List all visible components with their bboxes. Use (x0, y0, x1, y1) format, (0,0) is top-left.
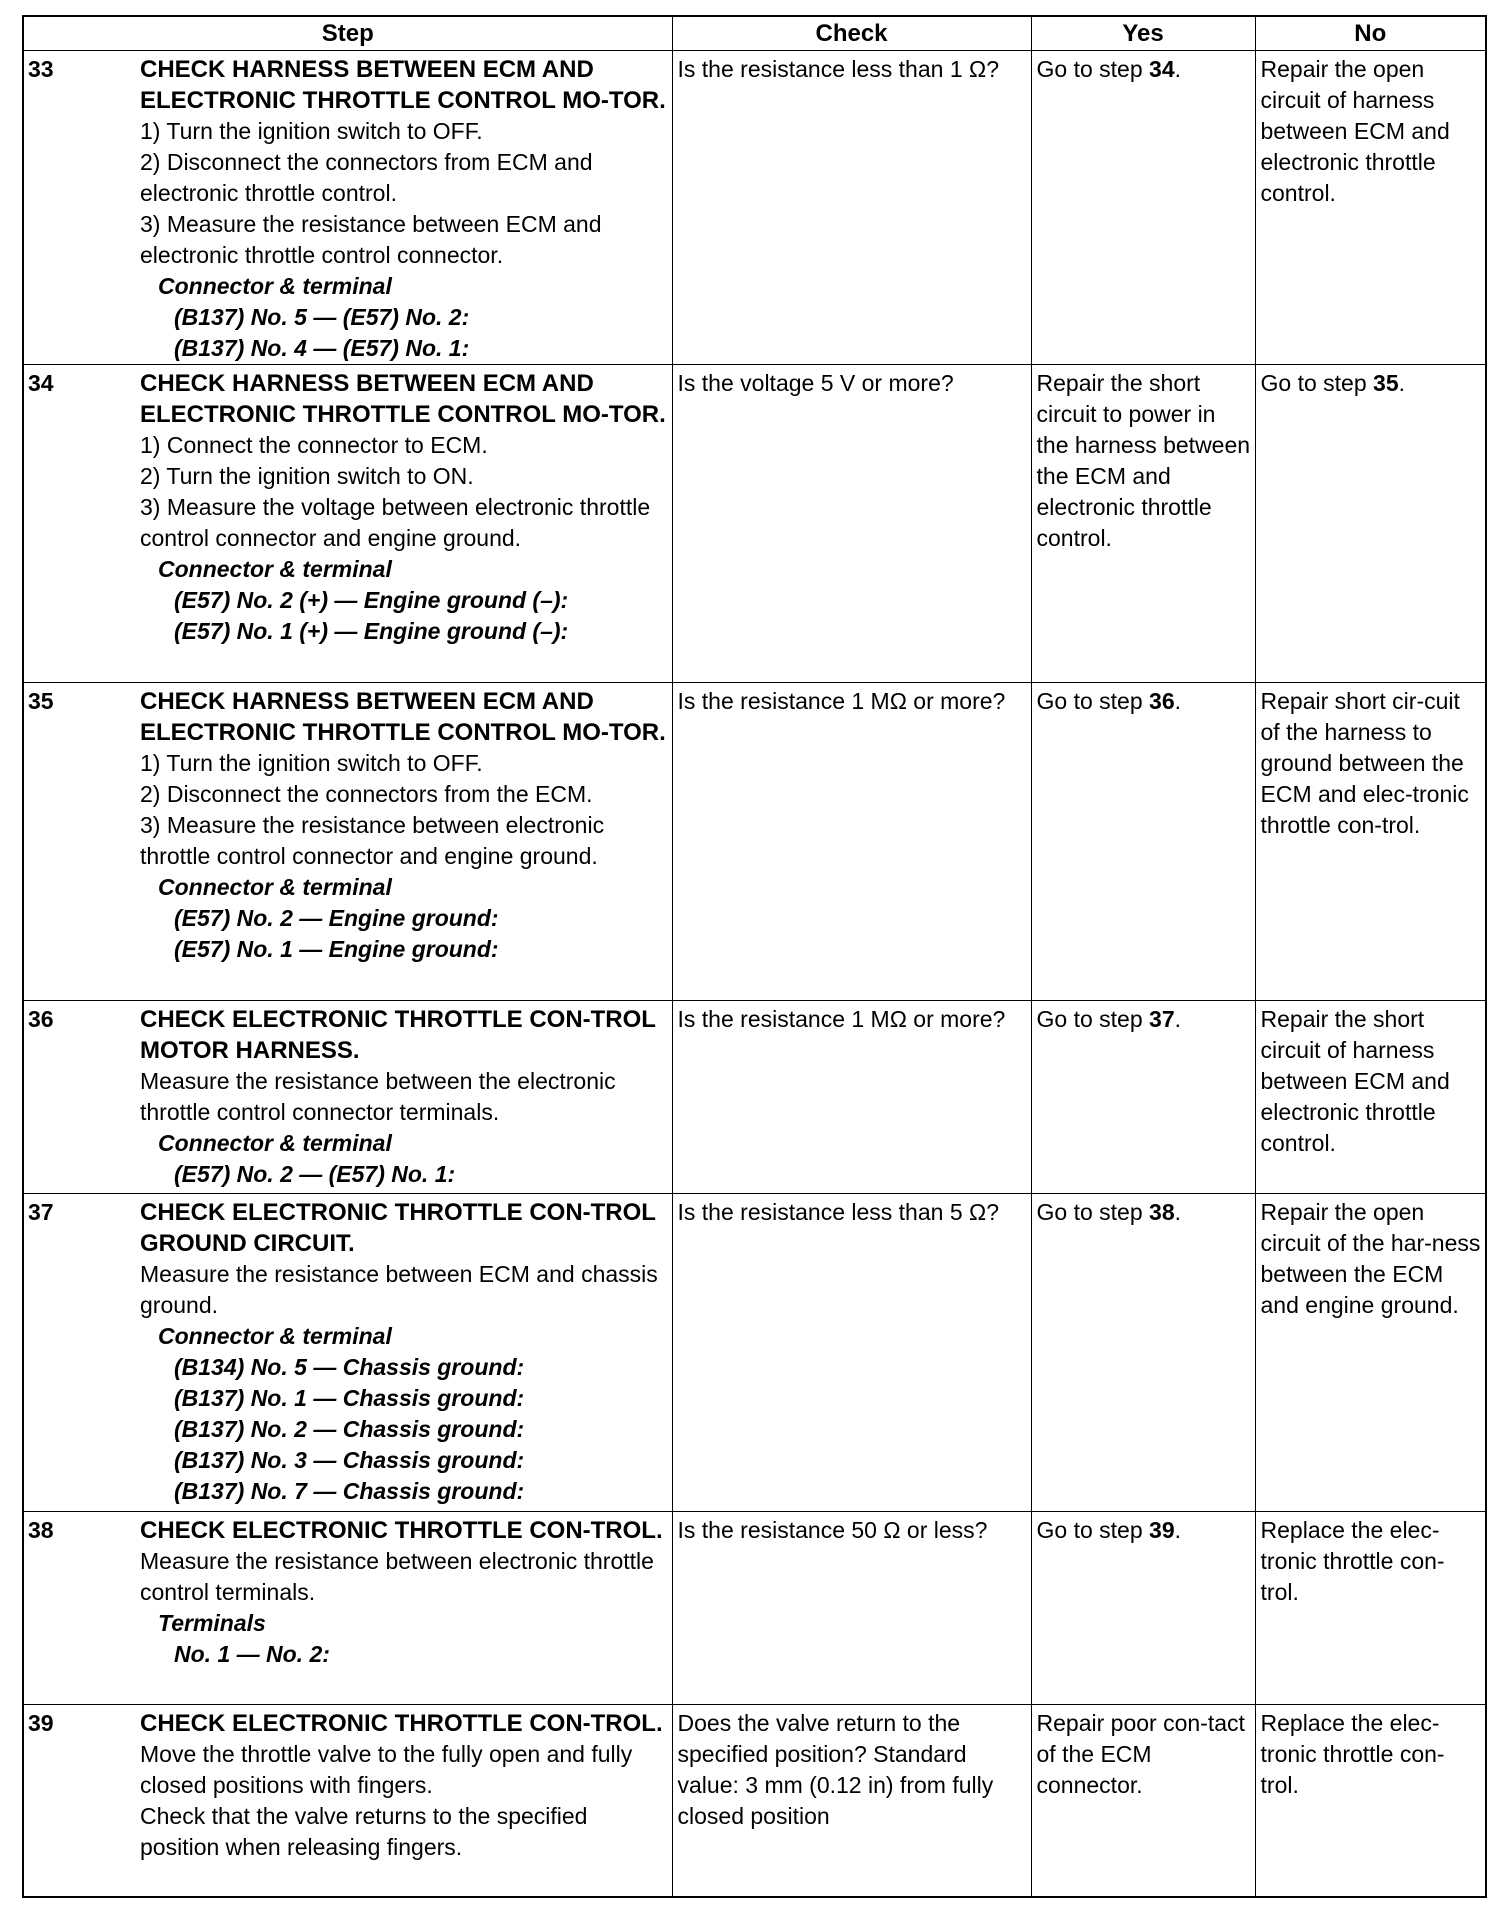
yes-end: . (1174, 1517, 1182, 1543)
diagnostic-table (22, 15, 1487, 1898)
spec-terminal: (B137) No. 7 — Chassis ground: (174, 1478, 525, 1504)
step-description (140, 1194, 672, 1512)
yes-step-ref: 38 (1149, 1199, 1175, 1225)
step-description (140, 683, 672, 1001)
no-cell (1255, 1512, 1486, 1705)
spec-terminal: (B137) No. 2 — Chassis ground: (174, 1416, 525, 1442)
check-cell: Does the valve return to the specified position? Standard value: 3 mm (0.12 in) from fully closed position (672, 1705, 1031, 1897)
yes-cell (1031, 1194, 1255, 1512)
check-cell: Is the resistance 50 Ω or less? (672, 1512, 1031, 1705)
step-number: 34 (23, 365, 140, 683)
yes-cell (1031, 1001, 1255, 1194)
step-description (140, 1705, 672, 1897)
no-cell (1255, 683, 1486, 1001)
header-no: No (1255, 16, 1486, 51)
yes-end: . (1174, 1199, 1182, 1225)
check-cell: Is the voltage 5 V or more? (672, 365, 1031, 683)
yes-step-ref: 36 (1149, 688, 1175, 714)
step-instruction: 1) Turn the ignition switch to OFF. (140, 750, 483, 776)
spec-terminal: (E57) No. 1 — Engine ground: (174, 936, 499, 962)
no-text: Go to step (1260, 370, 1374, 396)
no-cell (1255, 365, 1486, 683)
step-number: 33 (23, 51, 140, 365)
step-instruction: 3) Measure the voltage between electronic throttle control connector and engine ground. (140, 494, 651, 551)
table-row (23, 1194, 1486, 1512)
yes-cell (1031, 683, 1255, 1001)
no-text: Replace the elec-tronic throttle con-trol. (1260, 1517, 1445, 1605)
step-description (140, 1001, 672, 1194)
header-check: Check (672, 16, 1031, 51)
step-description (140, 365, 672, 683)
step-instruction: 2) Turn the ignition switch to ON. (140, 463, 474, 489)
spec-heading: Connector & terminal (158, 874, 392, 900)
header-yes: Yes (1031, 16, 1255, 51)
step-instruction: Measure the resistance between the electronic throttle control connector terminals. (140, 1068, 616, 1125)
yes-text: Go to step (1036, 1199, 1150, 1225)
check-cell: Is the resistance less than 1 Ω? (672, 51, 1031, 365)
step-number: 35 (23, 683, 140, 1001)
step-instruction: Measure the resistance between electronic throttle control terminals. (140, 1548, 654, 1605)
spec-terminal: (E57) No. 2 — Engine ground: (174, 905, 499, 931)
yes-step-ref: 39 (1149, 1517, 1175, 1543)
no-end: . (1398, 370, 1406, 396)
yes-end: . (1174, 56, 1182, 82)
check-cell: Is the resistance less than 5 Ω? (672, 1194, 1031, 1512)
check-cell: Is the resistance 1 MΩ or more? (672, 683, 1031, 1001)
step-instruction: 3) Measure the resistance between electronic throttle control connector and engine ground. (140, 812, 605, 869)
step-description (140, 51, 672, 365)
step-instruction: 3) Measure the resistance between ECM and electronic throttle control connector. (140, 211, 602, 268)
spec-heading: Connector & terminal (158, 1130, 392, 1156)
no-text: Replace the elec-tronic throttle con-trol. (1260, 1710, 1445, 1798)
spec-heading: Connector & terminal (158, 556, 392, 582)
step-title: CHECK ELECTRONIC THROTTLE CON-TROL. (140, 1710, 663, 1737)
yes-step-ref: 37 (1149, 1006, 1175, 1032)
yes-end: . (1174, 1006, 1182, 1032)
no-text: Repair the open circuit of harness between ECM and electronic throttle control. (1260, 56, 1450, 206)
yes-text: Go to step (1036, 1517, 1150, 1543)
no-text: Repair the open circuit of the har-ness between the ECM and engine ground. (1260, 1199, 1481, 1318)
table-row (23, 683, 1486, 1001)
spec-terminal: (B137) No. 4 — (E57) No. 1: (174, 335, 470, 361)
table-row (23, 1001, 1486, 1194)
table-row (23, 365, 1486, 683)
yes-cell (1031, 365, 1255, 683)
yes-text: Go to step (1036, 1006, 1150, 1032)
header-row (23, 16, 1486, 51)
step-instruction: 2) Disconnect the connectors from ECM and electronic throttle control. (140, 149, 593, 206)
yes-end: . (1174, 688, 1182, 714)
yes-step-ref: 34 (1149, 56, 1175, 82)
step-instruction: Measure the resistance between ECM and chassis ground. (140, 1261, 658, 1318)
step-instruction: 1) Turn the ignition switch to OFF. (140, 118, 483, 144)
no-cell (1255, 1705, 1486, 1897)
spec-heading: Connector & terminal (158, 1323, 392, 1349)
step-instruction: 1) Connect the connector to ECM. (140, 432, 488, 458)
spec-terminal: (B137) No. 3 — Chassis ground: (174, 1447, 525, 1473)
step-title: CHECK HARNESS BETWEEN ECM AND ELECTRONIC THROTTLE CONTROL MO-TOR. (140, 688, 666, 746)
table-row (23, 51, 1486, 365)
yes-cell (1031, 51, 1255, 365)
yes-text: Go to step (1036, 56, 1150, 82)
step-instruction: 2) Disconnect the connectors from the ECM. (140, 781, 593, 807)
yes-cell (1031, 1705, 1255, 1897)
spec-terminal: No. 1 — No. 2: (174, 1641, 330, 1667)
diagnostic-rows (23, 51, 1486, 1897)
no-text: Repair short cir-cuit of the harness to ground between the ECM and elec-tronic throttle con-trol. (1260, 688, 1469, 838)
table-row (23, 1705, 1486, 1897)
step-title: CHECK ELECTRONIC THROTTLE CON-TROL GROUND CIRCUIT. (140, 1199, 656, 1257)
no-cell (1255, 1194, 1486, 1512)
step-description (140, 1512, 672, 1705)
step-title: CHECK ELECTRONIC THROTTLE CON-TROL. (140, 1517, 663, 1544)
spec-terminal: (E57) No. 1 (+) — Engine ground (–): (174, 618, 569, 644)
step-instruction: Move the throttle valve to the fully open and fully closed positions with fingers. (140, 1741, 633, 1798)
header-step: Step (23, 16, 672, 51)
yes-text: Repair poor con-tact of the ECM connector. (1036, 1710, 1245, 1798)
yes-cell (1031, 1512, 1255, 1705)
check-cell: Is the resistance 1 MΩ or more? (672, 1001, 1031, 1194)
step-title: CHECK ELECTRONIC THROTTLE CON-TROL MOTOR HARNESS. (140, 1006, 656, 1064)
spec-heading: Connector & terminal (158, 273, 392, 299)
spec-heading: Terminals (158, 1610, 266, 1636)
step-title: CHECK HARNESS BETWEEN ECM AND ELECTRONIC THROTTLE CONTROL MO-TOR. (140, 56, 666, 114)
yes-text: Go to step (1036, 688, 1150, 714)
yes-text: Repair the short circuit to power in the harness between the ECM and electronic throttle control. (1036, 370, 1251, 551)
table-row (23, 1512, 1486, 1705)
step-number: 36 (23, 1001, 140, 1194)
no-step-ref: 35 (1373, 370, 1399, 396)
step-instruction: Check that the valve returns to the specified position when releasing fingers. (140, 1803, 588, 1860)
spec-terminal: (B137) No. 1 — Chassis ground: (174, 1385, 525, 1411)
step-number: 37 (23, 1194, 140, 1512)
step-number: 38 (23, 1512, 140, 1705)
spec-terminal: (E57) No. 2 — (E57) No. 1: (174, 1161, 456, 1187)
step-number: 39 (23, 1705, 140, 1897)
no-cell (1255, 51, 1486, 365)
step-title: CHECK HARNESS BETWEEN ECM AND ELECTRONIC THROTTLE CONTROL MO-TOR. (140, 370, 666, 428)
spec-terminal: (E57) No. 2 (+) — Engine ground (–): (174, 587, 569, 613)
no-text: Repair the short circuit of harness between ECM and electronic throttle control. (1260, 1006, 1450, 1156)
spec-terminal: (B137) No. 5 — (E57) No. 2: (174, 304, 470, 330)
no-cell (1255, 1001, 1486, 1194)
spec-terminal: (B134) No. 5 — Chassis ground: (174, 1354, 525, 1380)
